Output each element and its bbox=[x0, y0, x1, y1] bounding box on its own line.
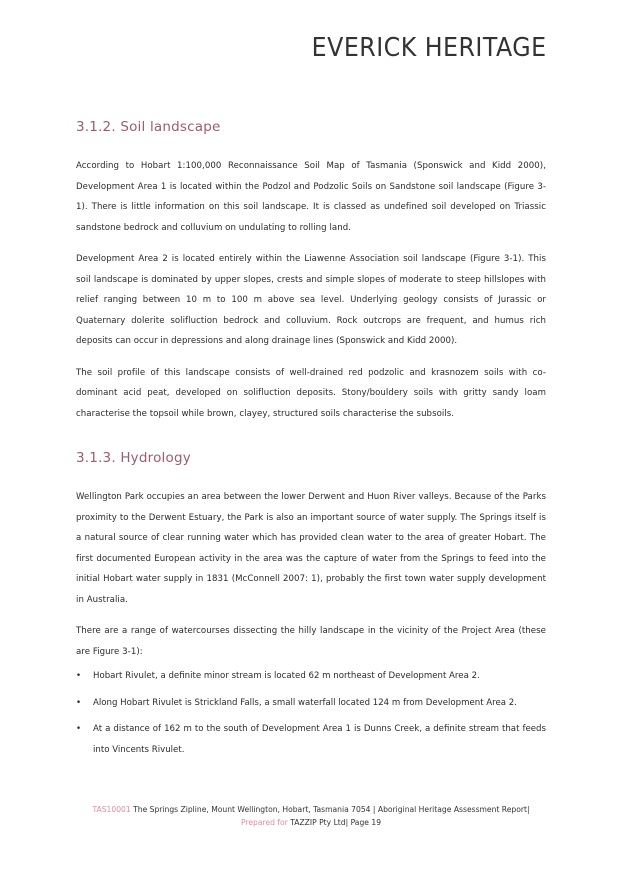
footer-report-title: The Springs Zipline, Mount Wellington, Hobart, Tasmania 7054 | Aboriginal Heritage Assessment Report| bbox=[130, 805, 530, 814]
paragraph: The soil profile of this landscape consists of well-drained red podzolic and krasnozem soils with co-dominant acid peat, developed on solifluction deposits. Stony/bouldery soils with gritty sandy loam characterise the topsoil while brown, clayey, structured soils characterise the subsoils. bbox=[76, 367, 546, 419]
section-heading-soil-landscape: 3.1.2. Soil landscape bbox=[76, 119, 221, 135]
footer-client-page: TAZZIP Pty Ltd| Page 19 bbox=[290, 818, 382, 827]
list-item: • At a distance of 162 m to the south of Development Area 1 is Dunns Creek, a definite stream that feeds into Vincents Rivulet. bbox=[76, 719, 546, 760]
paragraph: There are a range of watercourses dissecting the hilly landscape in the vicinity of the Project Area (these are Figure 3-1): bbox=[76, 626, 546, 657]
watercourse-list bbox=[76, 666, 546, 760]
paragraph: Development Area 2 is located entirely within the Liawenne Association soil landscape (Figure 3-1). This soil landscape is dominated by upper slopes, crests and simple slopes of moderate to steep hillslopes with relief ranging between 10 m to 100 m above sea level. Underlying geology consists of Jurassic or Quaternary dolerite solifluction bedrock and colluvium. Rock outcrops are frequent, and humus rich deposits can occur in depressions and along drainage lines (Sponswick and Kidd 2000). bbox=[76, 254, 546, 346]
project-code: TAS10001 bbox=[92, 805, 131, 814]
bullet-icon: • bbox=[76, 697, 82, 708]
list-item: • Hobart Rivulet, a definite minor stream is located 62 m northeast of Development Area 2. bbox=[76, 666, 546, 687]
list-item: • Along Hobart Rivulet is Strickland Falls, a small waterfall located 124 m from Development Area 2. bbox=[76, 693, 546, 714]
paragraph: According to Hobart 1:100,000 Reconnaissance Soil Map of Tasmania (Sponswick and Kidd 2000), Development Area 1 is located within the Podzol and Podzolic Soils on Sandstone soil landscape (Figure 3-1). There is little information on this soil landscape. It is classed as undefined soil developed on Triassic sandstone bedrock and colluvium on undulating to rolling land. bbox=[76, 161, 546, 233]
bullet-icon: • bbox=[76, 724, 82, 734]
page-footer bbox=[0, 803, 622, 829]
company-logo: EVERICK HERITAGE bbox=[312, 33, 547, 63]
section-heading-hydrology: 3.1.3. Hydrology bbox=[76, 450, 191, 466]
page-content bbox=[76, 117, 546, 766]
bullet-icon: • bbox=[76, 671, 82, 681]
paragraph: Wellington Park occupies an area between the lower Derwent and Huon River valleys. Because of the Parks proximity to the Derwent Estuary, the Park is also an important source of water supply. The Springs itself is a natural source of clear running water which has provided clean water to the area of greater Hobart. The first documented European activity in the area was the capture of water from the Springs to feed into the initial Hobart water supply in 1831 (McConnell 2007: 1), probably the first town water supply development in Australia. bbox=[76, 492, 546, 605]
prepared-for-label: Prepared for bbox=[240, 818, 291, 827]
